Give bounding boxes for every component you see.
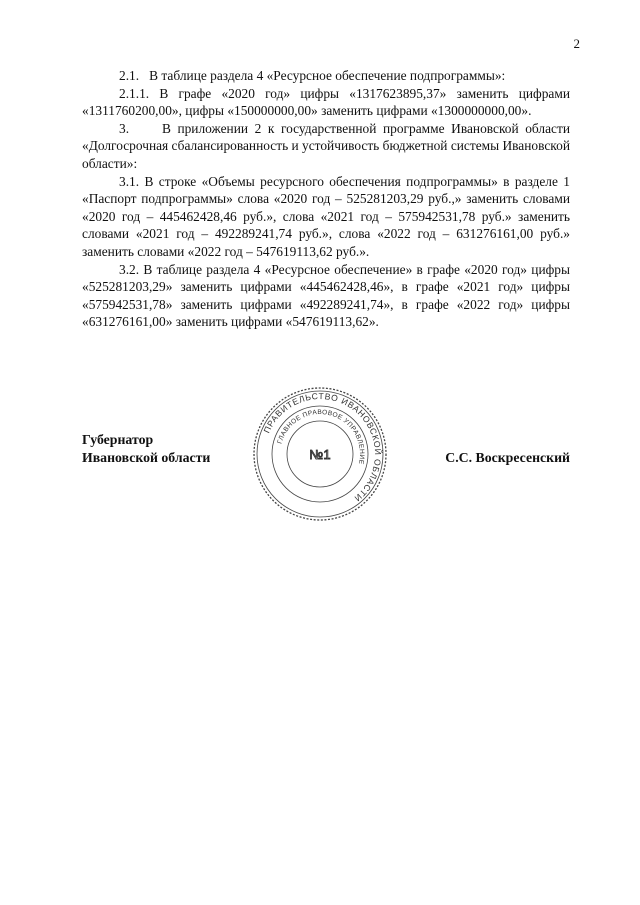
- signatory-title-line2: Ивановской области: [82, 450, 211, 465]
- stamp-inner-text: ГЛАВНОЕ ПРАВОВОЕ УПРАВЛЕНИЕ: [276, 408, 366, 466]
- paragraph-3: 3. В приложении 2 к государственной программе Ивановской области «Долгосрочная сбалансированность и устойчивость бюджетной системы Ивановской области»:: [82, 120, 570, 171]
- document-body: [82, 67, 570, 331]
- signatory-title: [82, 431, 210, 467]
- official-stamp-seal: [252, 386, 388, 522]
- paragraph-3-1: 3.1. В строке «Объемы ресурсного обеспечения подпрограммы» в разделе 1 «Паспорт подпрограммы» слова «2020 год – 525281203,29 руб.,» заменить словами «2020 год – 445462428,46 руб.», слова «2021 год – 575942531,78 руб.» заменить словами «2021 год – 492289241,74 руб.», слова «2022 год – 631276161,00 руб.» заменить словами «2022 год – 547619113,62 руб.».: [82, 173, 570, 259]
- signatory-name: С.С. Воскресенский: [445, 450, 570, 465]
- stamp-outer-text: ПРАВИТЕЛЬСТВО ИВАНОВСКОЙ ОБЛАСТИ: [261, 390, 384, 504]
- paragraph-2-1: 2.1. В таблице раздела 4 «Ресурсное обеспечение подпрограммы»:: [119, 68, 506, 83]
- paragraph-2-1-1: 2.1.1. В графе «2020 год» цифры «1317623895,37» заменить цифрами «1311760200,00», цифры «150000000,00» заменить цифрами «1300000000,00».: [82, 85, 570, 119]
- paragraph-3-2: 3.2. В таблице раздела 4 «Ресурсное обеспечение» в графе «2020 год» цифры «525281203,29» заменить цифрами «445462428,46», в графе «2021 год» цифры «575942531,78» заменить цифрами «492289241,74», в графе «2022 год» цифры «631276161,00» заменить цифрами «547619113,62».: [82, 261, 570, 330]
- signatory-title-line1: Губернатор: [82, 432, 154, 447]
- page-number: 2: [573, 36, 580, 51]
- stamp-number: №1: [309, 447, 331, 462]
